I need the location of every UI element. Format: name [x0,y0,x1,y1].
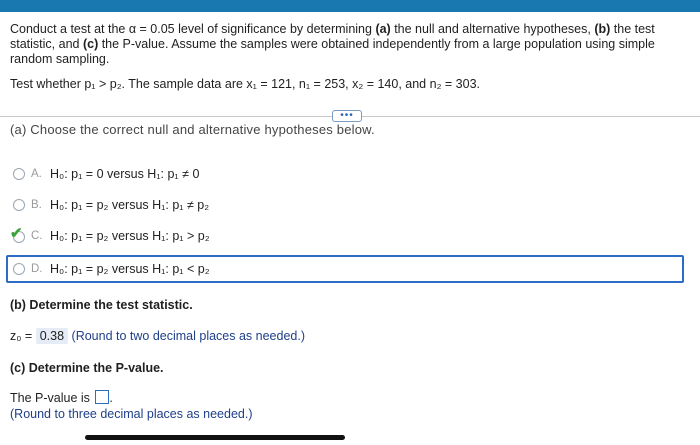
problem-text: the P-value. Assume the samples were obtained independently from a large population using simple random sampling. [10,37,655,66]
option-letter: D. [31,263,43,275]
scroll-indicator-bar [85,435,345,440]
part-c-heading: (c) Determine the P-value. [10,361,164,375]
pvalue-label: The P-value is [10,391,90,405]
option-c[interactable] [10,225,210,247]
radio-button[interactable] [13,199,25,211]
radio-button[interactable] [13,168,25,180]
radio-button[interactable] [13,263,25,275]
option-letter: C. [31,230,43,242]
part-c-label: (c) [82,37,99,51]
sample-data-text: Test whether p₁ > p₂. The sample data are x₁ = 121, n₁ = 253, x₂ = 140, and n₂ = 303. [10,77,480,91]
option-text: H₀: p₁ = p₂ versus H₁: p₁ > p₂ [50,229,210,243]
option-letter: B. [31,199,42,211]
expand-more-button[interactable]: ••• [332,110,362,122]
option-text: H₀: p₁ = 0 versus H₁: p₁ ≠ 0 [50,167,200,181]
pvalue-suffix: . [109,391,113,405]
option-b[interactable] [10,194,209,216]
option-text: H₀: p₁ = p₂ versus H₁: p₁ < p₂ [50,262,210,276]
rounding-hint: (Round to two decimal places as needed.) [71,329,305,343]
part-a-heading-cut: (a) Choose the correct null and alternative hypotheses below. [10,122,375,137]
problem-text: the test statistic, and [10,22,655,51]
pvalue-rounding-hint: (Round to three decimal places as needed.) [10,407,253,421]
problem-text: Conduct a test at the α = 0.05 level of significance by determining [10,22,372,36]
option-letter: A. [31,168,42,180]
part-a-label: (a) [375,22,391,36]
problem-statement [10,22,685,92]
correct-checkmark-icon: ✔ [10,229,25,243]
part-b-heading: (b) Determine the test statistic. [10,298,193,312]
option-text: H₀: p₁ = p₂ versus H₁: p₁ ≠ p₂ [50,198,210,212]
z-label: z₀ = [10,329,33,343]
part-b-label: (b) [594,22,611,36]
option-a[interactable] [10,163,199,185]
option-d[interactable] [10,258,210,280]
problem-text: the null and alternative hypotheses, [390,22,595,36]
pvalue-row [10,390,113,405]
test-statistic-row [10,328,305,344]
top-header-bar [0,0,700,12]
pvalue-input[interactable] [95,390,109,404]
z-answer-field[interactable]: 0.38 [36,328,68,344]
